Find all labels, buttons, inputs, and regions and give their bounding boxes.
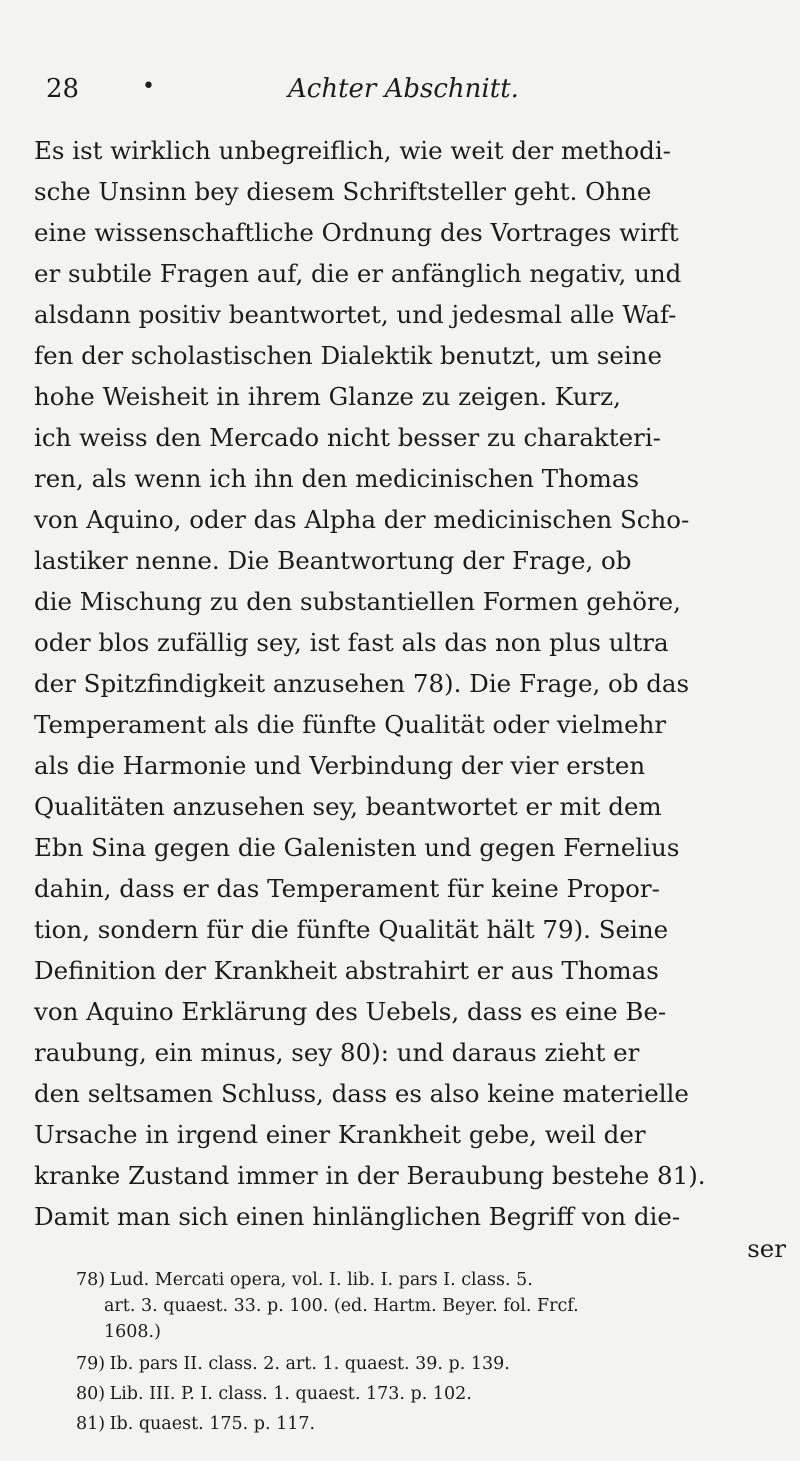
text-line: eine wissenschaftliche Ordnung des Vortrages wirft <box>34 218 679 247</box>
footnote-text: Ib. quaest. 175. p. 117. <box>109 1414 316 1434</box>
footnote-text: Ib. pars II. class. 2. art. 1. quaest. 39. p. 139. <box>109 1354 510 1374</box>
text-line: tion, sondern für die fünfte Qualität hält 79). Seine <box>34 915 669 944</box>
page-header <box>30 74 590 114</box>
text-line: kranke Zustand immer in der Beraubung bestehe 81). <box>34 1161 706 1190</box>
text-line: Qualitäten anzusehen sey, beantwortet er mit dem <box>34 792 662 821</box>
text-line: den seltsamen Schluss, dass es also keine materielle <box>34 1079 689 1108</box>
footnote-mark: 79) <box>76 1354 106 1374</box>
catchword: ser <box>747 1234 786 1263</box>
text-line: Ursache in irgend einer Krankheit gebe, weil der <box>34 1120 646 1149</box>
footnote-mark: 81) <box>76 1414 106 1434</box>
text-line: Ebn Sina gegen die Galenisten und gegen Fernelius <box>34 833 680 862</box>
footnote-text: Lud. Mercati opera, vol. I. lib. I. pars I. class. 5. <box>109 1270 533 1290</box>
text-line: Es ist wirklich unbegreiflich, wie weit der methodi- <box>34 136 671 165</box>
footnote-text: Lib. III. P. I. class. 1. quaest. 173. p. 102. <box>109 1384 472 1404</box>
text-line: alsdann positiv beantwortet, und jedesmal alle Waf- <box>34 300 677 329</box>
footnote-81 <box>0 1410 800 1438</box>
footnote-79 <box>0 1350 800 1378</box>
text-line: als die Harmonie und Verbindung der vier ersten <box>34 751 646 780</box>
text-line: sche Unsinn bey diesem Schriftsteller geht. Ohne <box>34 177 652 206</box>
footnote-mark: 80) <box>76 1384 106 1404</box>
text-line: er subtile Fragen auf, die er anfänglich negativ, und <box>34 259 682 288</box>
text-line: Definition der Krankheit abstrahirt er aus Thomas <box>34 956 659 985</box>
text-line: die Mischung zu den substantiellen Formen gehöre, <box>34 587 681 616</box>
text-line: von Aquino Erklärung des Uebels, dass es eine Be- <box>34 997 667 1026</box>
footnote-78-cont: art. 3. quaest. 33. p. 100. (ed. Hartm. Beyer. fol. Frcf. <box>104 1296 579 1316</box>
footnote-78 <box>0 1266 800 1294</box>
text-line: der Spitzfindigkeit anzusehen 78). Die Frage, ob das <box>34 669 690 698</box>
text-line: fen der scholastischen Dialektik benutzt, um seine <box>34 341 662 370</box>
footnote-mark: 78) <box>76 1270 106 1290</box>
footnote-78-cont: 1608.) <box>104 1322 161 1342</box>
footnote-80 <box>0 1380 800 1408</box>
text-line: ren, als wenn ich ihn den medicinischen Thomas <box>34 464 640 493</box>
running-head: Achter Abschnitt. <box>288 74 519 104</box>
text-line: Temperament als die fünfte Qualität oder vielmehr <box>34 710 667 739</box>
text-line: Damit man sich einen hinlänglichen Begriff von die- <box>34 1202 681 1231</box>
text-line: hohe Weisheit in ihrem Glanze zu zeigen. Kurz, <box>34 382 621 411</box>
text-line: raubung, ein minus, sey 80): und daraus zieht er <box>34 1038 640 1067</box>
page-number: 28 <box>46 74 80 104</box>
header-dot: • <box>142 74 155 99</box>
text-line: ich weiss den Mercado nicht besser zu charakteri- <box>34 423 661 452</box>
text-line: von Aquino, oder das Alpha der medicinischen Scho- <box>34 505 690 534</box>
text-line: dahin, dass er das Temperament für keine Propor- <box>34 874 660 903</box>
text-line: oder blos zufällig sey, ist fast als das non plus ultra <box>34 628 669 657</box>
text-line: lastiker nenne. Die Beantwortung der Frage, ob <box>34 546 632 575</box>
